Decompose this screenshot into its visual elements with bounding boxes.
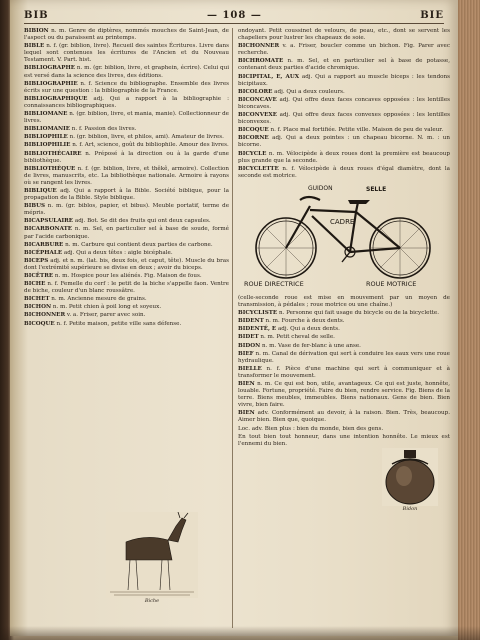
entry-headword: BIBLIOPHILIE — [24, 142, 71, 149]
entry-definition: adj. Qui a deux dents. — [276, 326, 340, 333]
entry-definition: n. m. Ancienne mesure de grains. — [49, 296, 147, 303]
dictionary-entry — [24, 250, 229, 257]
entry-definition: n. f. Petite maison, petite ville sans défense. — [54, 320, 182, 327]
entry-headword: BIBLIOMANE — [24, 111, 68, 118]
flask-illustration — [382, 448, 438, 506]
header-rule — [24, 23, 444, 24]
dictionary-entry — [24, 304, 229, 311]
entry-headword: BIEF — [238, 350, 254, 357]
entry-headword: BIEN — [238, 410, 255, 417]
label-guidon: GUIDON — [308, 184, 333, 192]
entry-definition: n. m. Vélocipède à deux roues dont la première est beaucoup plus grande que la seconde. — [238, 150, 450, 164]
entry-headword: BICYCLE — [238, 150, 267, 157]
label-roue-directrice: ROUE DIRECTRICE — [244, 279, 304, 288]
dictionary-entry — [238, 326, 450, 333]
dictionary-entry — [238, 166, 450, 180]
entry-headword: BIBUS — [24, 203, 45, 210]
entry-definition: n. m. Sel, en particulier sel à base de soude, formé par l'acide carbonique. — [24, 226, 229, 240]
entry-headword: BIBLE — [24, 43, 45, 50]
dictionary-page — [10, 0, 458, 636]
entry-definition: adj. Qui a deux pointes : un chapeau bicorne. N. m. : un bicorne. — [238, 135, 450, 149]
entry-headword: BIBLIOMANIE — [24, 126, 71, 133]
entry-headword: BICÉPHALE — [24, 249, 63, 256]
dictionary-entry — [24, 226, 229, 240]
entry-headword: BICAPSULAIRE — [24, 218, 74, 225]
entry-definition: adj. Qui a deux couleurs. — [272, 88, 345, 95]
dictionary-entry — [24, 273, 229, 280]
dictionary-entry — [24, 281, 229, 295]
entry-definition: (celle-seconde roue est mise en mouvement par un moyen de transmission, à pédales ; roue motrice ou une chaîne.) — [238, 294, 450, 309]
dictionary-entry — [238, 351, 450, 365]
entry-definition: n. f. Vélocipède à deux roues d'égal diamètre, dont la seconde est motrice. — [238, 165, 450, 179]
flask-figure — [382, 448, 438, 512]
entry-headword: BICOLORE — [238, 88, 273, 95]
dictionary-entry — [24, 111, 229, 125]
entry-headword: BICHET — [24, 296, 50, 303]
entry-headword: BICYCLETTE — [238, 165, 279, 172]
entry-headword: BICHE — [24, 281, 46, 288]
left-column — [24, 28, 229, 329]
dictionary-entry — [24, 96, 229, 110]
dictionary-entry — [24, 321, 229, 328]
entry-headword: BICIPITAL, E, AUX — [238, 73, 300, 80]
entry-definition: n. m. Hospice pour les aliénés. Fig. Maison de fous. — [53, 273, 202, 279]
dictionary-entry — [238, 89, 450, 96]
bottom-shadow — [0, 626, 480, 640]
entry-definition: n. f. Femelle du cerf : le petit de la biche s'appelle faon. Ventre de biche, couleur d'un blanc roussâtre. — [24, 281, 229, 295]
book-page-edges — [458, 0, 480, 640]
deer-figure — [106, 512, 198, 604]
entry-definition: v. a. Friser, parer avec soin. — [65, 312, 146, 319]
right-column-bottom — [238, 295, 450, 448]
entry-definition: adj. Bot. Se dit des fruits qui ont deux capsules. — [73, 218, 211, 225]
entry-headword: BICHONNER — [238, 43, 280, 50]
entry-definition: Loc. adv. Bien plus : bien du monde, bien des gens. — [238, 425, 384, 432]
entry-headword: BIDENTÉ, E — [238, 326, 277, 333]
entry-headword: BIBLIOTHÉCAIRE — [24, 150, 82, 157]
entry-definition: n. (gr. biblion, livre, et philos, ami). Amateur de livres. — [67, 134, 224, 141]
dictionary-entry — [238, 381, 450, 409]
entry-headword: BICHONNER — [24, 312, 66, 319]
entry-definition: adj. Qui a rapport à la bibliographie : connaissances bibliographiques. — [24, 95, 229, 109]
entry-definition: n. m. Genre de diptères, nommés mouches de Saint-Jean, de l'aspect ou du paraissent au printemps. — [24, 28, 229, 42]
entry-headword: BICÊTRE — [24, 273, 54, 279]
entry-definition: n. m. Petit cheval de selle. — [258, 334, 335, 341]
dictionary-entry — [238, 43, 450, 57]
dictionary-entry — [238, 318, 450, 325]
entry-definition: adj. Qui offre deux faces concaves opposées : les lentilles biconcaves. — [238, 96, 450, 110]
entry-headword: BICONVEXE — [238, 112, 277, 119]
entry-headword: BIDON — [238, 342, 261, 349]
right-column — [238, 28, 450, 449]
bicycle-illustration — [238, 182, 450, 290]
dictionary-entry — [24, 134, 229, 141]
dictionary-entry — [238, 334, 450, 341]
dictionary-entry — [24, 296, 229, 303]
entry-headword: BIBLIOTHÈQUE — [24, 165, 76, 172]
deer-caption: Biche — [144, 598, 160, 604]
flask-caption: Bidon — [402, 506, 418, 512]
entry-headword: BICHON — [24, 304, 52, 311]
entry-headword: BIEN — [238, 381, 255, 387]
entry-headword: BICOQUE — [24, 320, 55, 327]
dictionary-entry — [238, 58, 450, 72]
entry-definition: adj. Qui a deux têtes : aigle bicéphale. — [62, 249, 173, 256]
dictionary-entry — [24, 203, 229, 217]
label-cadre: CADRE — [330, 217, 355, 226]
entry-definition: adj. Qui a rapport au muscle biceps : les tendons bicipitaux. — [238, 73, 450, 87]
bicycle-figure — [238, 182, 450, 293]
dictionary-entry — [24, 312, 229, 319]
dictionary-entry — [24, 28, 229, 42]
entry-definition: n. f. Place mal fortifiée. Petite ville. Maison de peu de valeur. — [268, 127, 444, 134]
entry-definition: n. m. Fourche à deux dents. — [263, 318, 345, 325]
entry-headword: BICOQUE — [238, 127, 269, 134]
entry-headword: BICORNE — [238, 135, 269, 142]
entry-headword: BIBLIOGRAPHIE — [24, 80, 78, 87]
entry-definition: n. f. Science du bibliographe. Ensemble des livres écrits sur une question : la bibliographie de la France. — [24, 80, 229, 94]
entry-definition: n. Personne qui fait usage du bicycle ou de la bicyclette. — [277, 310, 440, 317]
entry-headword: BICARBURE — [24, 241, 64, 248]
entry-headword: BIDET — [238, 334, 259, 341]
entry-definition: n. m. Carbure qui contient deux parties de carbone. — [63, 241, 213, 248]
entry-definition: adj. Qui a rapport à la Bible. Société biblique, pour la propagation de la Bible. Style biblique. — [24, 187, 229, 202]
dictionary-entry — [238, 127, 450, 134]
entry-definition: v. a. Friser, boucler comme un bichon. Fig. Parer avec recherche. — [238, 43, 450, 57]
entry-definition: n. f. (gr. biblion, livre, et thêkê, armoire). Collection de livres, manuscrits, etc. La bibliothèque nationale. Armoire à rayons où se rangent les livres. — [24, 165, 229, 186]
dictionary-entry — [238, 97, 450, 111]
dictionary-entry — [238, 434, 450, 448]
dictionary-entry — [24, 81, 229, 95]
entry-definition: n. m. Sel, et en particulier sel à base de potasse, contenant deux parties d'acide chromique. — [238, 58, 450, 72]
entry-definition: n. f. (gr. biblion, livre). Recueil des saintes Écritures. Livre dans lequel sont contenues les écritures de l'Ancien et du Nouveau Testament. V. Part. hist. — [24, 43, 229, 64]
entry-definition: n. (gr. biblion, livre, et mania, manie). Collectionneur de livres. — [24, 111, 229, 125]
dictionary-entry — [238, 28, 450, 42]
label-roue-motrice: ROUE MOTRICE — [366, 279, 417, 288]
dictionary-entry — [238, 310, 450, 317]
entry-definition: adj. et n. m. (lat. bis, deux fois, et caput, tête). Muscle du bras dont l'extrémité supérieure se divise en deux ; avoir du biceps. — [24, 257, 229, 271]
dictionary-entry — [24, 126, 229, 133]
right-column-top — [238, 28, 450, 180]
entry-definition: n. m. Vase de fer-blanc à une anse. — [260, 342, 361, 349]
dictionary-entry — [24, 258, 229, 272]
header-right-word: BIE — [420, 9, 444, 21]
deer-illustration — [106, 512, 198, 598]
entry-definition: ondoyant. Petit coussinet de velours, de peau, etc., dont se servent les chapeliers pour lustrer les chapeaux de soie. — [238, 28, 450, 42]
entry-definition: n. m. Ce qui est bon, utile, avantageux. Ce qui est juste, honnête, louable. Fortune, propriété. Faire du bien, rendre service. Fig. Biens de la terre. Biens meubles, immeubles. Biens nationaux. Gens de bien. Bien vivre, bien faire. — [238, 381, 450, 409]
entry-headword: BIBLIOGRAPHIQUE — [24, 95, 88, 102]
dictionary-entry — [24, 43, 229, 64]
dictionary-entry — [24, 166, 229, 187]
dictionary-entry — [238, 74, 450, 88]
dictionary-entry — [238, 426, 450, 433]
entry-headword: BICHROMATE — [238, 58, 284, 65]
entry-headword: BIDENT — [238, 318, 264, 325]
dictionary-entry — [238, 343, 450, 350]
dictionary-entry — [24, 142, 229, 149]
dictionary-entry — [238, 112, 450, 126]
entry-definition: n. m. (gr. biblion, livre, et graphein, écrire). Celui qui est versé dans la science des livres, des éditions. — [24, 65, 229, 79]
page-number: — 108 — — [206, 9, 262, 21]
entry-definition: n. m. Canal de dérivation qui sert à conduire les eaux vers une roue hydraulique. — [238, 350, 450, 364]
dictionary-entry — [238, 151, 450, 165]
entry-definition: En tout bien tout honneur, dans une intention honnête. Le mieux est l'ennemi du bien. — [238, 433, 450, 447]
dictionary-entry — [238, 295, 450, 309]
entry-headword: BICARBONATE — [24, 226, 73, 233]
dictionary-entry — [238, 135, 450, 149]
entry-headword: BICYCLISTE — [238, 310, 278, 317]
dictionary-entry — [24, 65, 229, 79]
dictionary-entry — [238, 366, 450, 380]
entry-definition: n. f. Passion des livres. — [70, 126, 137, 133]
entry-headword: BIBLIQUE — [24, 187, 57, 194]
dictionary-entry — [24, 242, 229, 249]
entry-definition: n. Préposé à la direction ou à la garde d'une bibliothèque. — [24, 150, 229, 164]
dictionary-entry — [24, 151, 229, 165]
entry-definition: n. m. Petit chien à poil long et soyeux. — [51, 304, 162, 311]
label-selle: SELLE — [366, 185, 387, 193]
entry-definition: adv. Conformément au devoir, à la raison. Bien. Très, beaucoup. Aimer bien. Bien que, quoique. — [238, 410, 450, 424]
entry-headword: BIBION — [24, 28, 49, 34]
dictionary-entry — [238, 410, 450, 424]
dictionary-entry — [24, 188, 229, 202]
dictionary-entry — [24, 218, 229, 225]
entry-headword: BICONCAVE — [238, 96, 277, 103]
entry-definition: adj. Qui offre deux faces convexes opposées : les lentilles biconvexes. — [238, 112, 450, 126]
page-header — [24, 8, 444, 22]
column-divider — [232, 28, 233, 628]
entry-definition: n. f. Pièce d'une machine qui sert à communiquer et à transformer le mouvement. — [238, 365, 450, 379]
entry-definition: n. m. (gr. biblos, papier, et bibus). Meuble portatif, terme de mépris. — [24, 203, 229, 217]
entry-headword: BICEPS — [24, 257, 49, 264]
entry-headword: BIELLE — [238, 365, 262, 372]
header-left-word: BIB — [24, 9, 49, 21]
entry-headword: BIBLIOGRAPHE — [24, 65, 76, 72]
entry-definition: n. f. Art, science, goût du bibliophile. Amour des livres. — [70, 142, 229, 149]
entry-headword: BIBLIOPHILE — [24, 134, 68, 141]
